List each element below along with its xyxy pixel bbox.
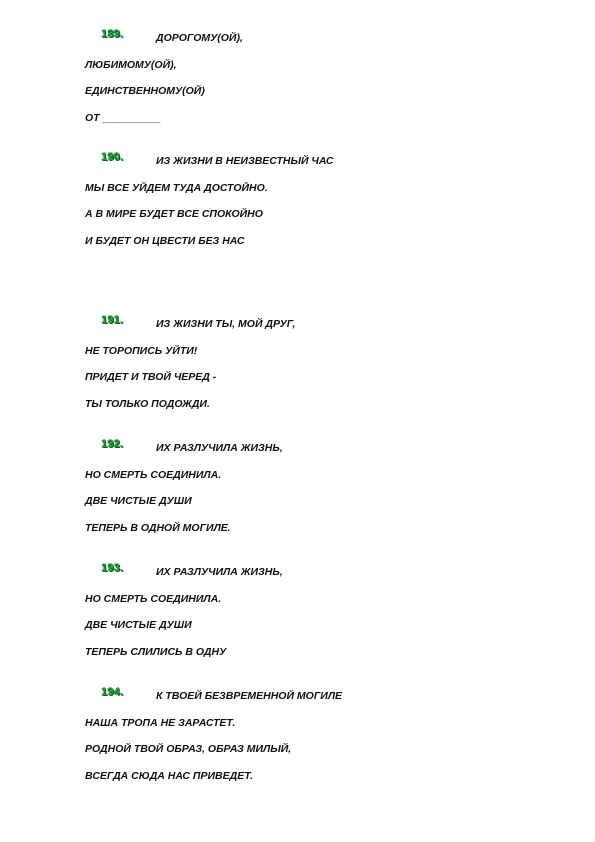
poem-line: ЕДИНСТВЕННОМУ(ОЙ) [85, 85, 205, 97]
poem-194 [85, 686, 555, 783]
poem-line: ТЕПЕРЬ В ОДНОЙ МОГИЛЕ. [85, 521, 231, 534]
poem-line: ДВЕ ЧИСТЫЕ ДУШИ [85, 619, 192, 631]
poem-line: НАША ТРОПА НЕ ЗАРАСТЕТ. [85, 716, 236, 729]
poem-line [85, 562, 555, 579]
poem-number: 190. [101, 151, 124, 163]
poem-line-text: К ТВОЕЙ БЕЗВРЕМЕННОЙ МОГИЛЕ [156, 690, 343, 702]
poem-191 [85, 314, 555, 411]
poem-line: ТЫ ТОЛЬКО ПОДОЖДИ. [85, 397, 210, 410]
poem-line: ПРИДЕТ И ТВОЙ ЧЕРЕД - [85, 371, 217, 383]
poem-line [85, 686, 555, 703]
poem-line: ЛЮБИМОМУ(ОЙ), [85, 58, 177, 71]
poem-number: 191. [101, 314, 124, 326]
poem-line: ОТ __________ [85, 111, 161, 124]
poem-line [85, 28, 555, 45]
poem-line: А В МИРЕ БУДЕТ ВСЕ СПОКОЙНО [85, 208, 263, 220]
poem-line: ДВЕ ЧИСТЫЕ ДУШИ [85, 495, 192, 507]
poem-line: НО СМЕРТЬ СОЕДИНИЛА. [85, 592, 222, 605]
poem-line: И БУДЕТ ОН ЦВЕСТИ БЕЗ НАС [85, 234, 245, 247]
poem-line-text: ИХ РАЗЛУЧИЛА ЖИЗНЬ, [156, 566, 283, 578]
poem-number: 189. [101, 28, 124, 40]
poem-line: ВСЕГДА СЮДА НАС ПРИВЕДЕТ. [85, 769, 254, 782]
poem-line [85, 151, 555, 168]
poem-number: 193. [101, 562, 124, 574]
poem-number: 192. [101, 438, 124, 450]
poem-190 [85, 151, 555, 248]
poem-line [85, 438, 555, 455]
poem-line: МЫ ВСЕ УЙДЕМ ТУДА ДОСТОЙНО. [85, 181, 268, 194]
poem-line-text: ДОРОГОМУ(ОЙ), [156, 32, 243, 44]
poem-line: НЕ ТОРОПИСЬ УЙТИ! [85, 344, 198, 357]
poem-line: РОДНОЙ ТВОЙ ОБРАЗ, ОБРАЗ МИЛЫЙ, [85, 743, 292, 755]
poem-number: 194. [101, 686, 124, 698]
poem-193 [85, 562, 555, 659]
poem-line-text: ИЗ ЖИЗНИ ТЫ, МОЙ ДРУГ, [156, 318, 296, 330]
poem-189 [85, 28, 555, 125]
poem-line [85, 314, 555, 331]
poem-line-text: ИХ РАЗЛУЧИЛА ЖИЗНЬ, [156, 442, 283, 454]
poem-192 [85, 438, 555, 535]
poem-line: ТЕПЕРЬ СЛИЛИСЬ В ОДНУ [85, 645, 227, 658]
poem-line-text: ИЗ ЖИЗНИ В НЕИЗВЕСТНЫЙ ЧАС [156, 155, 334, 167]
poem-line: НО СМЕРТЬ СОЕДИНИЛА. [85, 468, 222, 481]
